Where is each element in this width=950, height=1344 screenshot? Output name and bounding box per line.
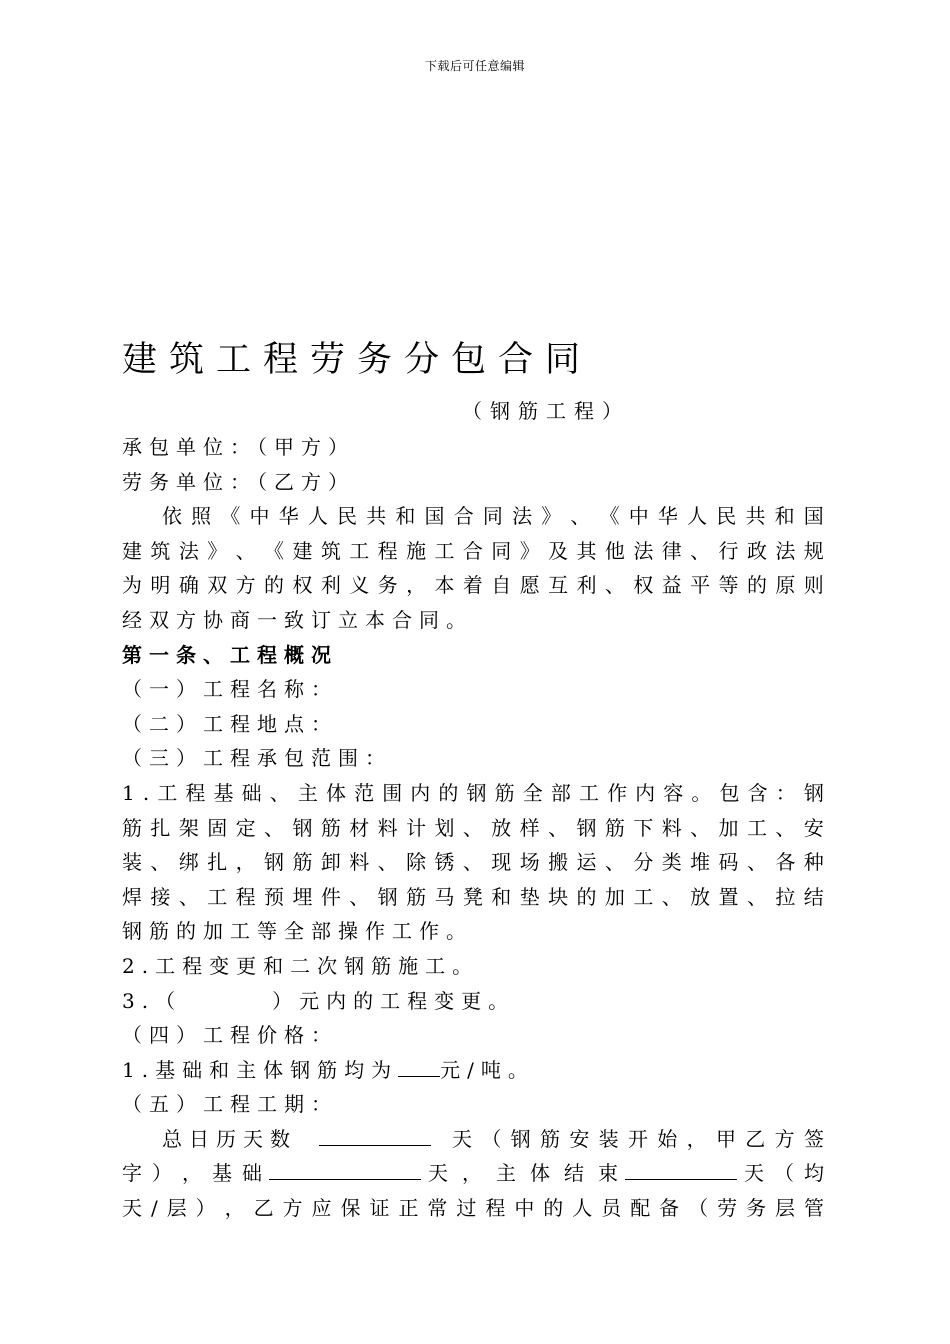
text-char: 人 <box>572 1196 593 1221</box>
text-char: 、 <box>570 504 591 529</box>
text-char: 平 <box>690 573 711 598</box>
text-char: 方 <box>235 573 256 598</box>
text-char: 互 <box>548 573 569 598</box>
text-char: 共 <box>745 504 766 529</box>
text-char: 、 <box>377 850 398 875</box>
text-char: 各 <box>775 850 796 875</box>
text-char: （ <box>688 1196 709 1221</box>
text-char: 利 <box>576 573 597 598</box>
text-char: 础 <box>242 1161 262 1186</box>
scope-item-line <box>122 776 824 811</box>
paragraph-line <box>122 499 824 534</box>
text-char: ， <box>224 1196 245 1221</box>
text-char: 、 <box>690 538 711 563</box>
text-char: / <box>150 1196 158 1221</box>
text-char: 、 <box>264 815 285 840</box>
header-note: 下载后可任意编辑 <box>424 59 525 73</box>
text-char: 件 <box>320 884 341 909</box>
text-char: 划 <box>434 815 455 840</box>
text-char: 筋 <box>292 850 313 875</box>
text-char: 及 <box>548 538 569 563</box>
text-char: 内 <box>635 780 656 805</box>
text-char: ： <box>775 780 796 805</box>
text-char: 接 <box>150 884 171 909</box>
text-char: 则 <box>803 573 824 598</box>
text-char: 加 <box>604 884 625 909</box>
text-char: 中 <box>628 504 649 529</box>
text-char: ， <box>235 850 256 875</box>
text-char: 利 <box>320 573 341 598</box>
project-scope-line: （三）工程承包范围： <box>122 746 392 771</box>
text-char: 《 <box>220 504 241 529</box>
text-char: 同 <box>491 538 512 563</box>
text-char: 筋 <box>406 884 427 909</box>
text-char: 等 <box>718 573 739 598</box>
text-char: 垫 <box>519 884 540 909</box>
text-char: 配 <box>630 1196 651 1221</box>
text-char: 同 <box>482 504 503 529</box>
text-char: 筋 <box>122 815 142 840</box>
text-char: 备 <box>659 1196 680 1221</box>
project-location-line: （二）工程地点： <box>122 711 338 736</box>
contractor-line: 承包单位：（甲方） <box>122 435 355 459</box>
text-char: 政 <box>746 538 767 563</box>
text-char: 程 <box>485 1196 506 1221</box>
text-char: 中 <box>249 504 270 529</box>
text-char: 安 <box>803 815 824 840</box>
scope-item-line <box>122 811 824 846</box>
text-char: 含 <box>747 780 768 805</box>
text-char: 权 <box>633 573 654 598</box>
text-char: 预 <box>264 884 285 909</box>
text-char: 程 <box>185 780 206 805</box>
text-char: 劳 <box>717 1196 738 1221</box>
text-char: 建 <box>292 538 313 563</box>
text-char: 分 <box>633 850 654 875</box>
text-char: 堆 <box>690 850 711 875</box>
schedule-line <box>122 1122 824 1157</box>
text-char: 包 <box>719 780 740 805</box>
price-label: 1.基础和主体钢筋均为 <box>122 1057 399 1082</box>
text-char: 加 <box>718 815 739 840</box>
text-char: 、 <box>349 884 370 909</box>
text-char: 定 <box>235 815 256 840</box>
text-char: 务 <box>746 1196 767 1221</box>
text-char: 工 <box>349 538 370 563</box>
text-char: 天 <box>744 1161 764 1186</box>
text-char: 装 <box>598 1126 619 1151</box>
text-char: 人 <box>307 504 328 529</box>
text-char: 料 <box>377 815 398 840</box>
text-char: 甲 <box>715 1126 736 1151</box>
text-char: 、 <box>150 850 171 875</box>
text-char: 行 <box>718 538 739 563</box>
text-char: 基 <box>212 1161 232 1186</box>
text-char: 、 <box>462 850 483 875</box>
text-char: 法 <box>512 504 533 529</box>
text-char: 员 <box>601 1196 622 1221</box>
text-char: ， <box>406 573 427 598</box>
price-unit: 元/吨。 <box>440 1057 535 1082</box>
price-heading: （四）工程价格： <box>122 1023 338 1048</box>
text-char: 工 <box>434 538 455 563</box>
text-char: 着 <box>462 573 483 598</box>
scope-item-line: 钢筋的加工等全部操作工作。 <box>122 919 473 944</box>
text-char: 现 <box>491 850 512 875</box>
text-char: 愿 <box>519 573 540 598</box>
price-blank[interactable] <box>398 1054 440 1077</box>
text-char: 》 <box>207 538 228 563</box>
text-char: 民 <box>716 504 737 529</box>
text-char: 、 <box>690 815 711 840</box>
text-char: 签 <box>803 1126 824 1151</box>
text-char: 原 <box>775 573 796 598</box>
text-char: 工 <box>633 884 654 909</box>
price-line <box>122 1053 824 1088</box>
text-char: 的 <box>264 573 285 598</box>
document-title: 建筑工程劳务分包合同 <box>122 340 593 380</box>
text-char: 主 <box>297 780 318 805</box>
text-char: 的 <box>746 573 767 598</box>
text-char: 扎 <box>150 815 171 840</box>
text-char: 体 <box>325 780 346 805</box>
structure-label <box>428 1156 618 1191</box>
text-char: 类 <box>661 850 682 875</box>
text-char: 钢 <box>576 815 597 840</box>
text-char: 、 <box>746 850 767 875</box>
text-char: 合 <box>462 538 483 563</box>
scope-item-line <box>122 845 824 880</box>
text-char: 搬 <box>548 850 569 875</box>
text-char: 凳 <box>462 884 483 909</box>
text-char: 焊 <box>122 884 142 909</box>
text-char: 益 <box>661 573 682 598</box>
text-char: 束 <box>598 1161 618 1186</box>
text-char: 体 <box>530 1161 550 1186</box>
text-char: 钢 <box>466 780 487 805</box>
text-char: 和 <box>395 504 416 529</box>
text-char: 基 <box>213 780 234 805</box>
text-char: 和 <box>491 884 512 909</box>
text-char: 》 <box>541 504 562 529</box>
text-char: 筋 <box>494 780 515 805</box>
text-char: 的 <box>576 884 597 909</box>
text-char: 双 <box>207 573 228 598</box>
text-char: 容 <box>663 780 684 805</box>
text-char: 运 <box>576 850 597 875</box>
text-char: 料 <box>349 850 370 875</box>
text-char: 证 <box>369 1196 390 1221</box>
paragraph-line: 经双方协商一致订立本合同。 <box>122 607 473 632</box>
text-char: 筋 <box>539 1126 560 1151</box>
text-char: 本 <box>434 573 455 598</box>
scope-item-line <box>122 984 824 1019</box>
text-char: 乙 <box>745 1126 766 1151</box>
project-name-line: （一）工程名称： <box>122 677 338 702</box>
text-char: 工 <box>746 815 767 840</box>
foundation-label <box>122 1156 262 1191</box>
text-char: 天 <box>428 1161 448 1186</box>
text-char: 天 <box>452 1126 472 1151</box>
text-char: 过 <box>456 1196 477 1221</box>
text-char: 律 <box>661 538 682 563</box>
text-char: （ <box>481 1126 502 1151</box>
text-char: 主 <box>496 1161 516 1186</box>
text-char: 管 <box>804 1196 824 1221</box>
text-char: 作 <box>607 780 628 805</box>
structure-days-blank[interactable] <box>625 1157 737 1180</box>
text-char: 置 <box>718 884 739 909</box>
text-char: ， <box>462 1161 482 1186</box>
text-char: 中 <box>514 1196 535 1221</box>
text-char: 埋 <box>292 884 313 909</box>
text-char: 自 <box>491 573 512 598</box>
contract-body <box>122 430 824 1226</box>
text-char: 、 <box>548 815 569 840</box>
text-char: 均 <box>804 1161 824 1186</box>
text-char: 法 <box>775 538 796 563</box>
text-char: 他 <box>604 538 625 563</box>
text-char: 的 <box>543 1196 564 1221</box>
text-char: 》 <box>519 538 540 563</box>
text-char: 工 <box>207 884 228 909</box>
text-char: 、 <box>235 538 256 563</box>
text-char: 依 <box>162 504 182 529</box>
text-char: 放 <box>690 884 711 909</box>
text-char: 马 <box>434 884 455 909</box>
text-char: 卸 <box>320 850 341 875</box>
text-char: 钢 <box>803 780 824 805</box>
text-char: 架 <box>178 815 199 840</box>
text-char: 筑 <box>150 538 171 563</box>
text-char: 开 <box>627 1126 648 1151</box>
text-char: 安 <box>569 1126 590 1151</box>
text-char: 内 <box>410 780 431 805</box>
scope-item-3-prefix: 3.（ <box>122 988 183 1013</box>
text-char: 《 <box>599 504 620 529</box>
text-char: 、 <box>604 573 625 598</box>
text-char: 样 <box>519 815 540 840</box>
text-char: 国 <box>803 504 824 529</box>
text-char: 钢 <box>510 1126 531 1151</box>
text-char: 应 <box>311 1196 332 1221</box>
scope-item-line: 2.工程变更和二次钢筋施工。 <box>122 953 480 978</box>
text-char: ， <box>182 1161 202 1186</box>
text-char: 明 <box>150 573 171 598</box>
text-char: 锈 <box>434 850 455 875</box>
text-char: 料 <box>661 815 682 840</box>
text-char: 放 <box>491 815 512 840</box>
text-char: 照 <box>191 504 212 529</box>
text-char: 国 <box>424 504 445 529</box>
text-char: 天 <box>122 1196 142 1221</box>
text-char: 民 <box>337 504 358 529</box>
text-char: 确 <box>178 573 199 598</box>
text-char: 华 <box>657 504 678 529</box>
text-char: 钢 <box>292 815 313 840</box>
text-char: 层 <box>166 1196 187 1221</box>
schedule-line <box>122 1191 824 1226</box>
text-char: 共 <box>366 504 387 529</box>
total-days-label: 总日历天数 <box>162 1126 297 1151</box>
text-char: 绑 <box>178 850 199 875</box>
text-char: 《 <box>264 538 285 563</box>
text-char: 码 <box>718 850 739 875</box>
text-char: 全 <box>522 780 543 805</box>
text-char: 拉 <box>775 884 796 909</box>
text-char: 法 <box>633 538 654 563</box>
per-floor-prefix <box>744 1156 824 1191</box>
text-char: 方 <box>282 1196 303 1221</box>
text-char: 法 <box>178 538 199 563</box>
text-char: 块 <box>548 884 569 909</box>
text-char: 扎 <box>207 850 228 875</box>
text-char: 义 <box>349 573 370 598</box>
text-char: 华 <box>278 504 299 529</box>
text-char: 程 <box>235 884 256 909</box>
text-char: 筑 <box>320 538 341 563</box>
text-char: 字 <box>122 1161 142 1186</box>
text-char: 场 <box>519 850 540 875</box>
text-char: 、 <box>178 884 199 909</box>
text-char: 1 <box>122 780 135 805</box>
schedule-line <box>122 1156 824 1191</box>
text-char: 、 <box>462 815 483 840</box>
text-char: （ <box>774 1161 794 1186</box>
text-char: 钢 <box>264 850 285 875</box>
text-char: 础 <box>241 780 262 805</box>
text-char: 正 <box>398 1196 419 1221</box>
text-char: 、 <box>661 884 682 909</box>
paragraph-line <box>122 568 824 603</box>
text-char: 其 <box>576 538 597 563</box>
text-char: 的 <box>438 780 459 805</box>
paragraph-line <box>122 534 824 569</box>
text-char: ） <box>195 1196 216 1221</box>
text-char: 。 <box>691 780 712 805</box>
text-char: 工 <box>578 780 599 805</box>
text-char: 方 <box>774 1126 795 1151</box>
text-char: 钢 <box>377 884 398 909</box>
total-days-blank[interactable] <box>319 1123 431 1146</box>
text-char: 装 <box>122 850 142 875</box>
text-char: 合 <box>453 504 474 529</box>
text-char: 程 <box>377 538 398 563</box>
text-char: 计 <box>406 815 427 840</box>
text-char: ） <box>152 1161 172 1186</box>
text-char: 为 <box>122 573 142 598</box>
document-subtitle: （钢筋工程） <box>462 399 630 423</box>
text-char: 权 <box>292 573 313 598</box>
text-char: 层 <box>775 1196 796 1221</box>
text-char: 施 <box>406 538 427 563</box>
text-char: 固 <box>207 815 228 840</box>
text-char: 、 <box>269 780 290 805</box>
labor-unit-line: 劳务单位：（乙方） <box>122 469 355 494</box>
text-char: 围 <box>382 780 403 805</box>
text-char: 、 <box>604 850 625 875</box>
text-char: 常 <box>427 1196 448 1221</box>
text-char: 人 <box>687 504 708 529</box>
foundation-days-blank[interactable] <box>269 1157 421 1180</box>
text-char: 工 <box>157 780 178 805</box>
scope-item-line <box>122 880 824 915</box>
text-char: 结 <box>564 1161 584 1186</box>
text-char: 结 <box>803 884 824 909</box>
total-days-suffix <box>452 1122 824 1157</box>
text-char: 下 <box>633 815 654 840</box>
text-char: 、 <box>775 815 796 840</box>
text-char: 除 <box>406 850 427 875</box>
text-char: 保 <box>340 1196 361 1221</box>
text-char: 和 <box>774 504 795 529</box>
text-char: 、 <box>746 884 767 909</box>
scope-item-3-suffix: ）元内的工程变更。 <box>272 988 516 1013</box>
text-char: ， <box>686 1126 707 1151</box>
text-char: 始 <box>657 1126 678 1151</box>
text-char: 乙 <box>253 1196 274 1221</box>
text-char: 种 <box>803 850 824 875</box>
text-char: 筋 <box>320 815 341 840</box>
section-heading: 第一条、工程概况 <box>122 642 338 667</box>
text-char: 筋 <box>604 815 625 840</box>
schedule-heading: （五）工程工期： <box>122 1092 338 1117</box>
text-char: . <box>142 780 150 805</box>
text-char: 部 <box>550 780 571 805</box>
text-char: 范 <box>354 780 375 805</box>
text-char: 材 <box>349 815 370 840</box>
text-char: 规 <box>803 538 824 563</box>
text-char: 务 <box>377 573 398 598</box>
text-char: 建 <box>122 538 142 563</box>
